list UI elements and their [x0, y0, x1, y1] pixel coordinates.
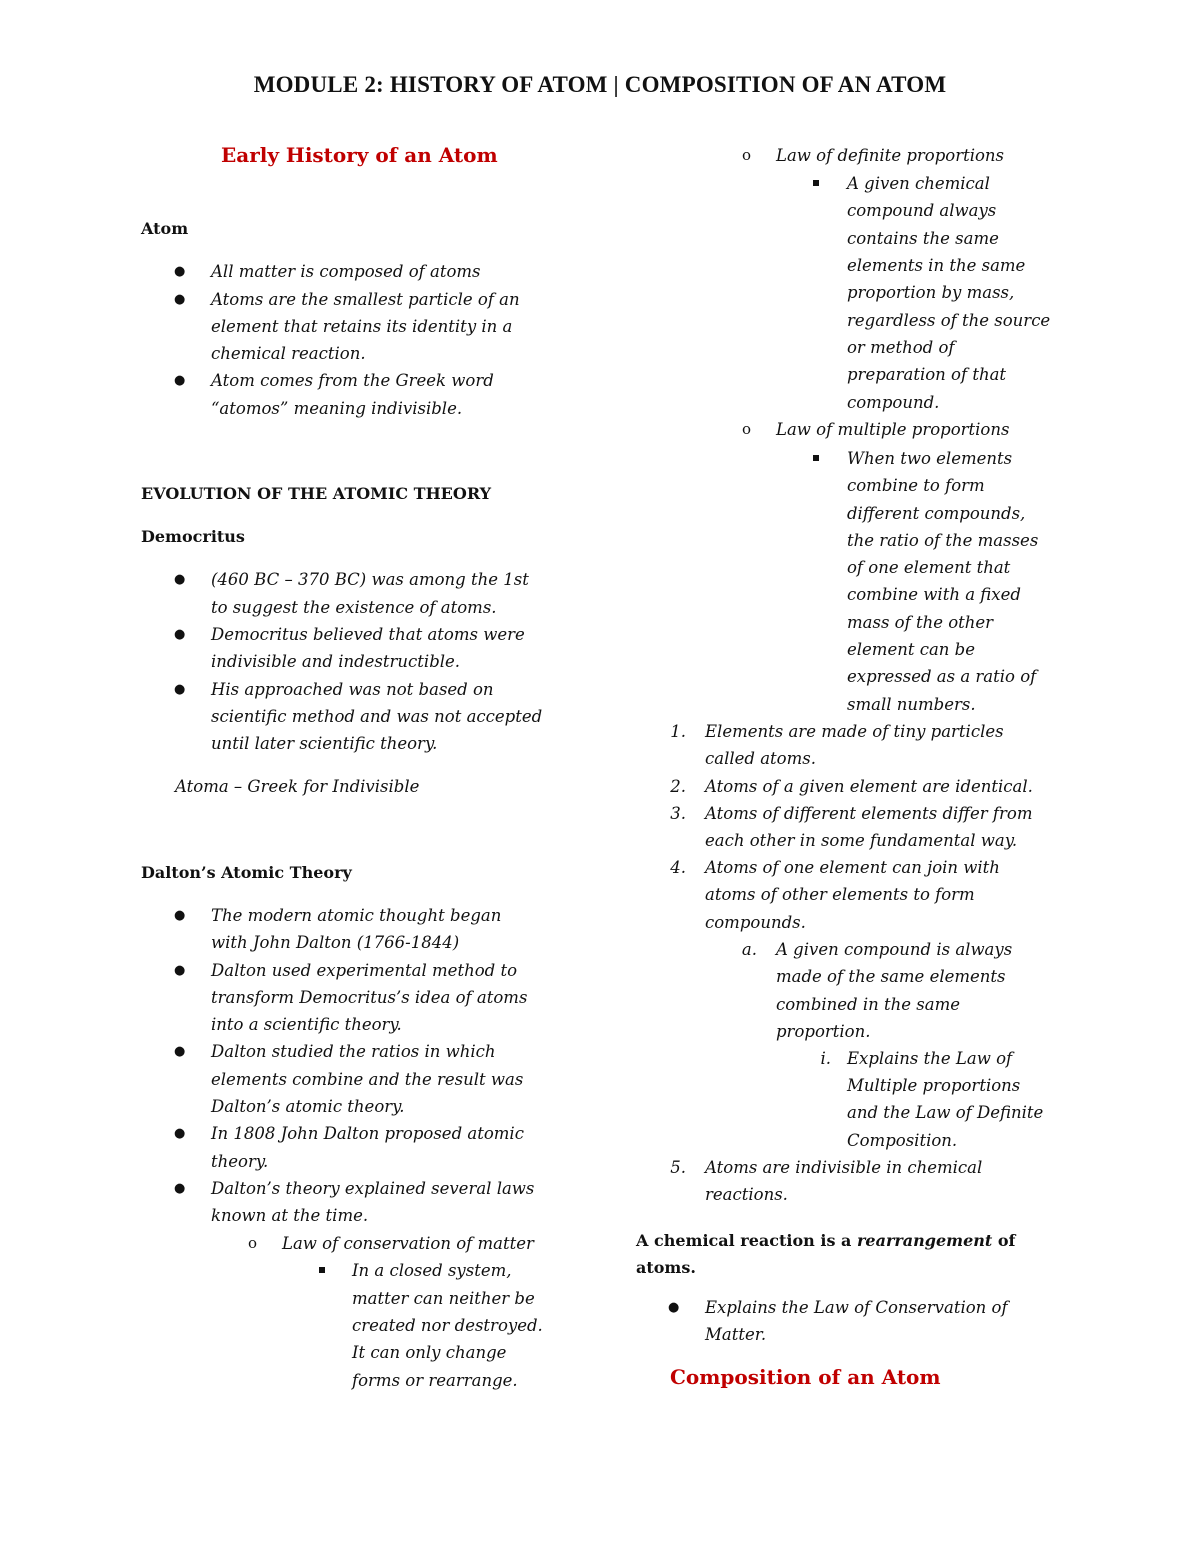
bullet-icon: ●: [174, 373, 186, 388]
law-conservation: Law of conservation of matter: [282, 1234, 534, 1253]
bullet-icon: ●: [174, 1044, 186, 1059]
law-definite-line-3: contains the same: [847, 229, 999, 248]
law-conservation-line-5: forms or rearrange.: [352, 1371, 518, 1390]
bullet-icon: ●: [668, 1300, 680, 1315]
dalton-bullet-4-line-1: In 1808 John Dalton proposed atomic: [211, 1124, 524, 1143]
law-definite-line-9: compound.: [847, 393, 940, 412]
democritus-bullet-1-line-1: (460 BC – 370 BC) was among the 1st: [211, 570, 529, 589]
dalton-bullet-3-line-2: elements combine and the result was: [211, 1070, 524, 1089]
law-definite-line-5: proportion by mass,: [847, 283, 1015, 302]
numbered-4-line-2: atoms of other elements to form: [705, 885, 975, 904]
dalton-bullet-3-line-3: Dalton’s atomic theory.: [211, 1097, 405, 1116]
dalton-bullet-2-line-2: transform Democritus’s idea of atoms: [211, 988, 528, 1007]
law-multiple-line-8: element can be: [847, 640, 975, 659]
square-bullet-icon: [319, 1267, 325, 1273]
dalton-bullet-2-line-1: Dalton used experimental method to: [211, 961, 518, 980]
dalton-bullet-1-line-2: with John Dalton (1766-1844): [211, 933, 460, 952]
law-multiple-line-7: mass of the other: [847, 613, 994, 632]
list-number: 2.: [670, 777, 686, 796]
dalton-bullet-5-line-2: known at the time.: [211, 1206, 369, 1225]
hollow-bullet-icon: o: [742, 146, 752, 164]
atom-bullet-2-line-2: element that retains its identity in a: [211, 317, 513, 336]
atom-bullet-1-line-1: All matter is composed of atoms: [211, 262, 481, 281]
numbered-3-line-2: each other in some fundamental way.: [705, 831, 1018, 850]
evolution-heading: EVOLUTION OF THE ATOMIC THEORY: [141, 484, 492, 503]
law-multiple-line-3: different compounds,: [847, 504, 1026, 523]
explains-conservation-line-2: Matter.: [705, 1325, 767, 1344]
numbered-3-line-1: Atoms of different elements differ from: [705, 804, 1033, 823]
reaction-statement: A chemical reaction is a rearrangement of: [636, 1231, 1016, 1250]
democritus-bullet-3-line-1: His approached was not based on: [211, 680, 494, 699]
bullet-icon: ●: [174, 908, 186, 923]
law-multiple: Law of multiple proportions: [776, 420, 1010, 439]
dalton-bullet-5-line-1: Dalton’s theory explained several laws: [211, 1179, 535, 1198]
law-multiple-line-6: combine with a fixed: [847, 585, 1021, 604]
list-letter: a.: [741, 940, 757, 959]
sub-a-line-3: combined in the same: [776, 995, 960, 1014]
dalton-heading: Dalton’s Atomic Theory: [141, 863, 352, 882]
atom-bullet-2-line-3: chemical reaction.: [211, 344, 366, 363]
law-definite-line-8: preparation of that: [847, 365, 1007, 384]
hollow-bullet-icon: o: [742, 420, 752, 438]
numbered-5-line-2: reactions.: [705, 1185, 788, 1204]
list-roman: i.: [820, 1049, 831, 1068]
sub-i-line-1: Explains the Law of: [847, 1049, 1013, 1068]
composition-heading: Composition of an Atom: [670, 1365, 941, 1389]
bullet-icon: ●: [174, 627, 186, 642]
early-history-heading: Early History of an Atom: [221, 143, 498, 167]
list-number: 4.: [670, 858, 686, 877]
sub-i-line-2: Multiple proportions: [847, 1076, 1021, 1095]
law-multiple-line-9: expressed as a ratio of: [847, 667, 1037, 686]
law-definite-line-2: compound always: [847, 201, 997, 220]
numbered-4-line-1: Atoms of one element can join with: [705, 858, 1000, 877]
law-conservation-line-1: In a closed system,: [352, 1261, 512, 1280]
numbered-1-line-1: Elements are made of tiny particles: [705, 722, 1004, 741]
explains-conservation-line-1: Explains the Law of Conservation of: [705, 1298, 1008, 1317]
list-number: 1.: [670, 722, 686, 741]
dalton-bullet-1-line-1: The modern atomic thought began: [211, 906, 502, 925]
sub-a-line-4: proportion.: [776, 1022, 871, 1041]
democritus-bullet-2-line-2: indivisible and indestructible.: [211, 652, 461, 671]
law-multiple-line-4: the ratio of the masses: [847, 531, 1039, 550]
law-conservation-line-3: created nor destroyed.: [352, 1316, 543, 1335]
reaction-statement-line-2: atoms.: [636, 1258, 696, 1277]
law-definite-line-4: elements in the same: [847, 256, 1026, 275]
atom-bullet-3-line-1: Atom comes from the Greek word: [211, 371, 494, 390]
bullet-icon: ●: [174, 1181, 186, 1196]
law-definite: Law of definite proportions: [776, 146, 1005, 165]
dalton-bullet-3-line-1: Dalton studied the ratios in which: [211, 1042, 496, 1061]
law-definite-line-1: A given chemical: [847, 174, 990, 193]
law-conservation-line-2: matter can neither be: [352, 1289, 535, 1308]
dalton-bullet-4-line-2: theory.: [211, 1152, 269, 1171]
bullet-icon: ●: [174, 292, 186, 307]
law-definite-line-6: regardless of the source: [847, 311, 1051, 330]
sub-a-line-2: made of the same elements: [776, 967, 1006, 986]
law-multiple-line-1: When two elements: [847, 449, 1013, 468]
list-number: 5.: [670, 1158, 686, 1177]
bullet-icon: ●: [174, 682, 186, 697]
law-multiple-line-10: small numbers.: [847, 695, 976, 714]
sub-i-line-4: Composition.: [847, 1131, 958, 1150]
atom-bullet-2-line-1: Atoms are the smallest particle of an: [211, 290, 520, 309]
democritus-bullet-3-line-2: scientific method and was not accepted: [211, 707, 543, 726]
numbered-4-line-3: compounds.: [705, 913, 806, 932]
law-multiple-line-5: of one element that: [847, 558, 1011, 577]
numbered-5-line-1: Atoms are indivisible in chemical: [705, 1158, 983, 1177]
atom-heading: Atom: [141, 219, 189, 238]
law-definite-line-7: or method of: [847, 338, 955, 357]
atoma-definition: Atoma – Greek for Indivisible: [175, 777, 420, 796]
atom-bullet-3-line-2: “atomos” meaning indivisible.: [211, 399, 463, 418]
sub-i-line-3: and the Law of Definite: [847, 1103, 1044, 1122]
hollow-bullet-icon: o: [248, 1234, 258, 1252]
sub-a-line-1: A given compound is always: [776, 940, 1013, 959]
democritus-heading: Democritus: [141, 527, 245, 546]
dalton-bullet-2-line-3: into a scientific theory.: [211, 1015, 402, 1034]
bullet-icon: ●: [174, 1126, 186, 1141]
bullet-icon: ●: [174, 963, 186, 978]
numbered-2-line-1: Atoms of a given element are identical.: [705, 777, 1033, 796]
bullet-icon: ●: [174, 264, 186, 279]
democritus-bullet-3-line-3: until later scientific theory.: [211, 734, 438, 753]
bullet-icon: ●: [174, 572, 186, 587]
square-bullet-icon: [813, 455, 819, 461]
law-multiple-line-2: combine to form: [847, 476, 985, 495]
list-number: 3.: [670, 804, 686, 823]
democritus-bullet-2-line-1: Democritus believed that atoms were: [211, 625, 525, 644]
page-title: MODULE 2: HISTORY OF ATOM | COMPOSITION OF AN ATOM: [253, 72, 947, 97]
law-conservation-line-4: It can only change: [352, 1343, 507, 1362]
democritus-bullet-1-line-2: to suggest the existence of atoms.: [211, 598, 497, 617]
numbered-1-line-2: called atoms.: [705, 749, 816, 768]
square-bullet-icon: [813, 180, 819, 186]
